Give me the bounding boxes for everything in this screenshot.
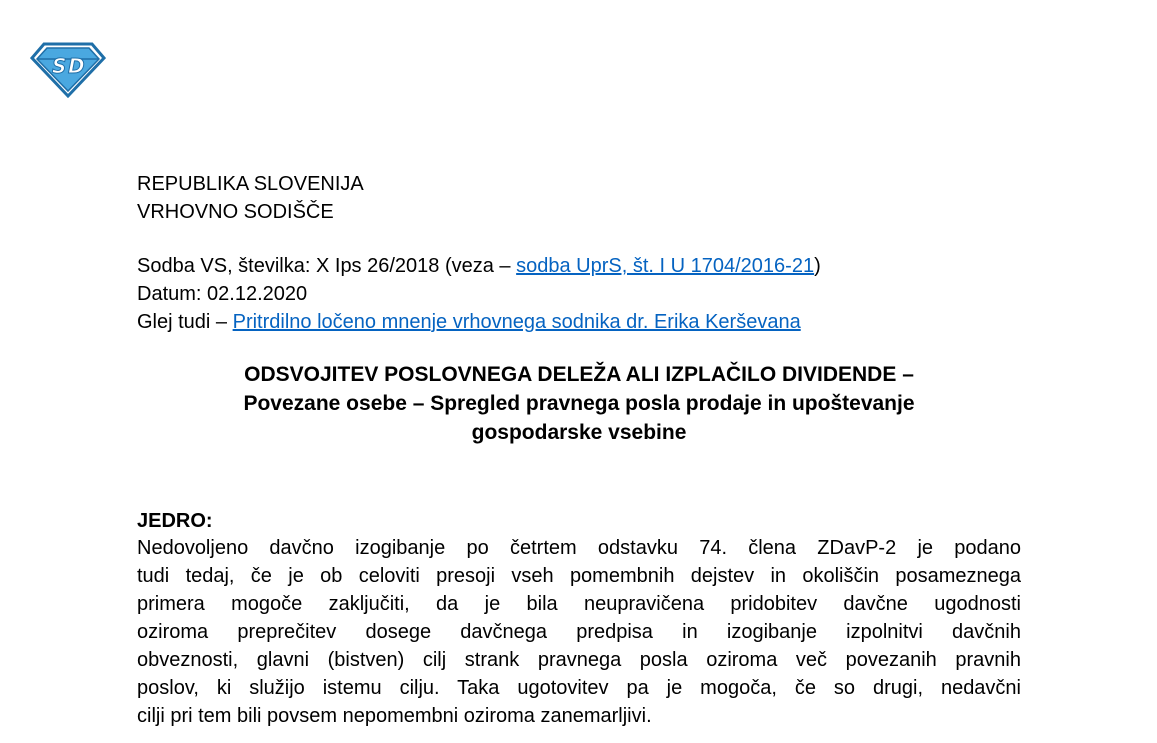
sd-diamond-logo-icon (30, 40, 106, 98)
core-line: cilji pri tem bili povsem nepomembni oziroma zanemarljivi. (137, 705, 652, 727)
judgment-number-suffix: ) (814, 255, 821, 277)
core-line: tudi tedaj, če je ob celoviti presoji vseh pomembnih dejstev in okoliščin posameznega (137, 565, 1021, 587)
concurring-opinion-link[interactable]: Pritrdilno ločeno mnenje vrhovnega sodnika dr. Erika Kerševana (232, 311, 801, 333)
core-line: primera mogoče zaključiti, da je bila neupravičena pridobitev davčne ugodnosti (137, 593, 1021, 615)
core-line: poslov, ki služijo istemu cilju. Taka ugotovitev pa je mogoča, če so drugi, nedavčni (137, 677, 1021, 699)
judgment-date: Datum: 02.12.2020 (137, 283, 308, 305)
header-court: VRHOVNO SODIŠČE (137, 201, 334, 223)
core-paragraph (137, 534, 1021, 730)
core-line: obveznosti, glavni (bistven) cilj strank pravnega posla oziroma več povezanih pravnih (137, 649, 1021, 671)
core-line: Nedovoljeno davčno izogibanje po četrtem odstavku 74. člena ZDavP-2 je podano (137, 537, 1021, 559)
related-judgment-link[interactable]: sodba UprS, št. I U 1704/2016-21 (516, 255, 815, 277)
see-also-line (137, 308, 821, 336)
judgment-meta (137, 252, 821, 336)
title-line-3: gospodarske vsebine (471, 421, 687, 444)
header-country: REPUBLIKA SLOVENIJA (137, 173, 364, 195)
see-also-label: Glej tudi – (137, 311, 233, 333)
core-heading: JEDRO: (137, 510, 213, 532)
court-header (137, 170, 364, 226)
judgment-number: Sodba VS, številka: X Ips 26/2018 (veza – (137, 255, 517, 277)
title-line-2: Povezane osebe – Spregled pravnega posla prodaje in upoštevanje (243, 392, 915, 415)
judgment-title (137, 360, 1021, 447)
svg-text:S: S (52, 54, 67, 78)
core-line: oziroma preprečitev dosege davčnega predpisa in izogibanje izpolnitvi davčnih (137, 621, 1021, 643)
judgment-number-line (137, 252, 821, 280)
svg-text:D: D (68, 54, 85, 78)
title-line-1: ODSVOJITEV POSLOVNEGA DELEŽA ALI IZPLAČILO DIVIDENDE – (244, 363, 914, 386)
